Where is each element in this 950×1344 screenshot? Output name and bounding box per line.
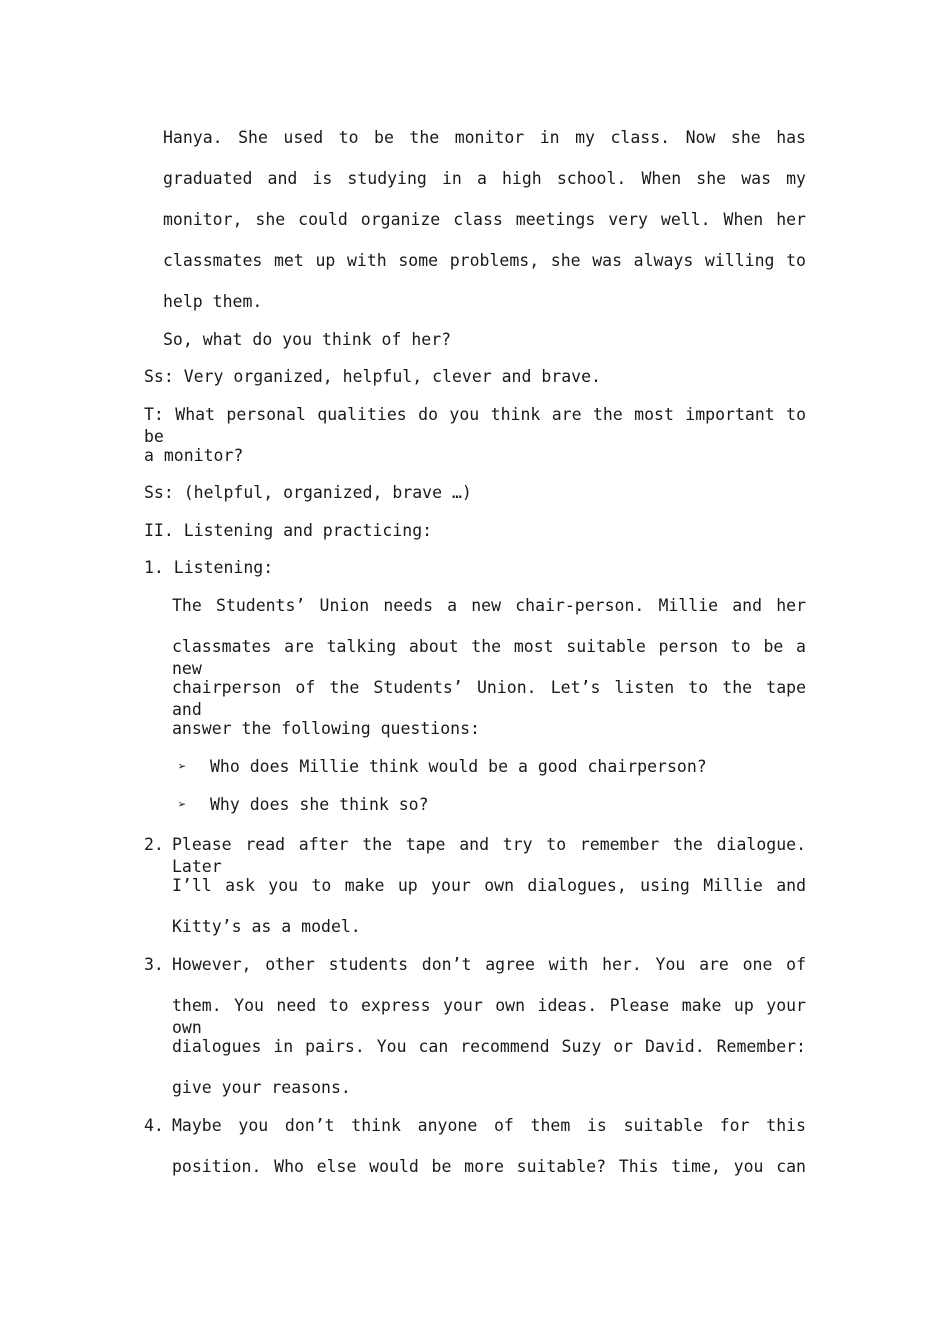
list-item-line: give your reasons. bbox=[172, 1078, 351, 1097]
teacher-prompt-line: a monitor? bbox=[144, 446, 244, 465]
list-number: 2. bbox=[144, 835, 164, 854]
teacher-question: So, what do you think of her? bbox=[163, 330, 452, 349]
list-number: 4. bbox=[144, 1116, 164, 1135]
paragraph-line: help them. bbox=[163, 292, 263, 311]
list-item-line: Please read after the tape and try to remember the dialogue. Later bbox=[172, 835, 806, 876]
list-item-line: However, other students don’t agree with her. You are one of bbox=[172, 955, 806, 974]
list-item-line: I’ll ask you to make up your own dialogues, using Millie and bbox=[172, 876, 806, 895]
list-item-line: answer the following questions: bbox=[172, 719, 480, 738]
list-item-line: them. You need to express your own ideas. Please make up your own bbox=[172, 996, 806, 1037]
bullet-question: Who does Millie think would be a good chairperson? bbox=[210, 757, 707, 776]
bullet-question: Why does she think so? bbox=[210, 795, 429, 814]
paragraph-line: classmates met up with some problems, she was always willing to bbox=[163, 251, 806, 270]
students-answer: Ss: (helpful, organized, brave …) bbox=[144, 483, 472, 502]
list-item-line: Kitty’s as a model. bbox=[172, 917, 361, 936]
list-number: 3. bbox=[144, 955, 164, 974]
paragraph-line: monitor, she could organize class meetings very well. When her bbox=[163, 210, 806, 229]
list-item-line: Maybe you don’t think anyone of them is suitable for this bbox=[172, 1116, 806, 1135]
paragraph-line: graduated and is studying in a high school. When she was my bbox=[163, 169, 806, 188]
list-item-line: chairperson of the Students’ Union. Let’s listen to the tape and bbox=[172, 678, 806, 719]
list-item-line: classmates are talking about the most suitable person to be a new bbox=[172, 637, 806, 678]
teacher-prompt-line: T: What personal qualities do you think are the most important to be bbox=[144, 405, 806, 446]
section-heading: II. Listening and practicing: bbox=[144, 521, 433, 540]
list-item-heading: 1. Listening: bbox=[144, 558, 274, 577]
list-item-line: dialogues in pairs. You can recommend Suzy or David. Remember: bbox=[172, 1037, 806, 1056]
arrow-bullet-icon: ➢ bbox=[178, 759, 187, 775]
paragraph-line: Hanya. She used to be the monitor in my class. Now she has bbox=[163, 128, 806, 147]
students-answer: Ss: Very organized, helpful, clever and brave. bbox=[144, 367, 601, 386]
list-item-line: position. Who else would be more suitable? This time, you can bbox=[172, 1157, 806, 1176]
arrow-bullet-icon: ➢ bbox=[178, 797, 187, 813]
list-item-line: The Students’ Union needs a new chair-person. Millie and her bbox=[172, 596, 806, 615]
